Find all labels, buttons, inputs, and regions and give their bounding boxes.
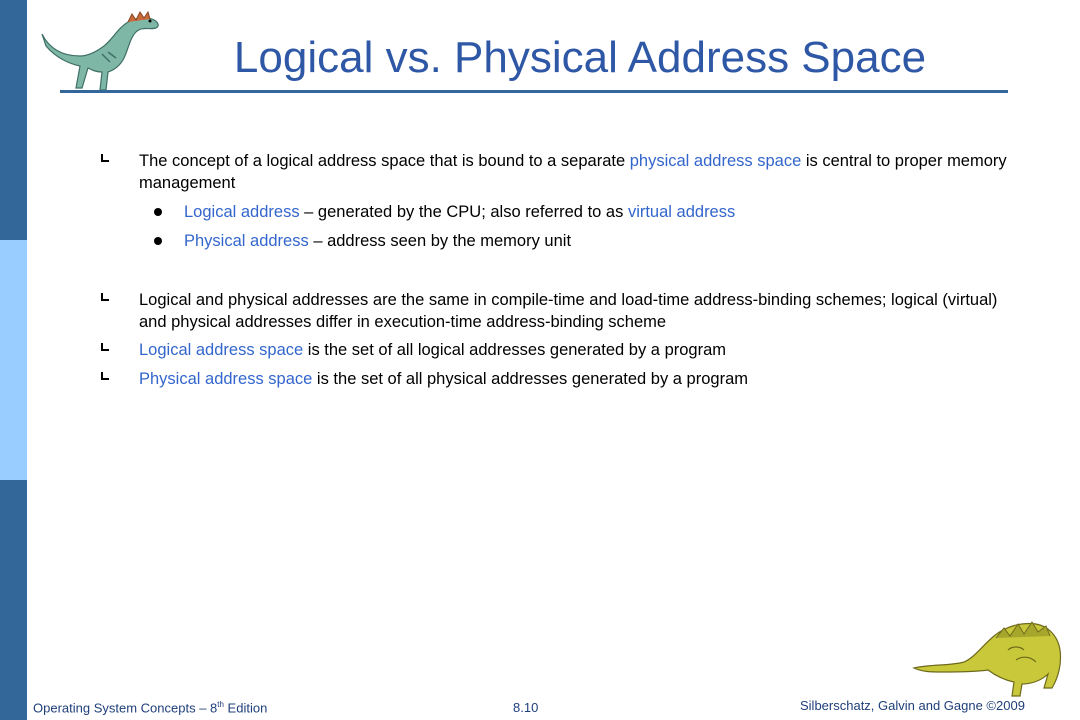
text-run: – address seen by the memory unit (308, 232, 572, 250)
bullet-text (139, 339, 1019, 361)
sidebar-segment-top (0, 0, 27, 240)
sub-bullet-text (184, 230, 1004, 252)
highlight-term: Logical address space (139, 341, 304, 359)
footer-book-title (33, 700, 267, 715)
dinosaur-logo-bottom-icon (912, 606, 1072, 701)
footer-superscript: th (217, 700, 224, 709)
square-bullet-icon (101, 371, 110, 380)
square-bullet-icon (101, 292, 110, 301)
text-run: is the set of all physical addresses generated by a program (312, 370, 748, 388)
bullet-text (139, 289, 1019, 333)
square-bullet-icon (101, 153, 110, 162)
highlight-term: Physical address (184, 232, 309, 250)
sidebar-segment-bottom (0, 480, 27, 720)
round-bullet-icon (154, 237, 162, 245)
text-run: is central to proper memory management (139, 152, 1007, 192)
sidebar-stripe (0, 0, 27, 720)
square-bullet-icon (101, 342, 110, 351)
footer-text: Edition (223, 700, 268, 716)
highlight-term: Logical address (184, 203, 300, 221)
bullet-text (139, 368, 1019, 390)
highlight-term: virtual address (627, 203, 736, 221)
bullet-text (139, 150, 1019, 194)
title-underline (60, 90, 1008, 93)
text-run: Logical and physical addresses are the same in compile-time and load-time address-binding schemes; logical (virtual) and physical addresses differ in execution-time address-binding scheme (139, 291, 998, 331)
text-run: – generated by the CPU; also referred to as (299, 203, 628, 221)
highlight-term: Physical address space (139, 370, 313, 388)
page-number: 8.10 (513, 700, 539, 715)
dinosaur-logo-icon (36, 6, 166, 94)
footer-copyright: Silberschatz, Galvin and Gagne ©2009 (800, 698, 1025, 713)
text-run: The concept of a logical address space that is bound to a separate (139, 152, 630, 170)
text-run: is the set of all logical addresses generated by a program (303, 341, 727, 359)
round-bullet-icon (154, 208, 162, 216)
sub-bullet-text (184, 201, 1004, 223)
highlight-term: physical address space (629, 152, 802, 170)
page-title: Logical vs. Physical Address Space (233, 33, 927, 82)
footer-text: Operating System Concepts – 8 (33, 700, 218, 716)
sidebar-segment-middle (0, 240, 27, 480)
